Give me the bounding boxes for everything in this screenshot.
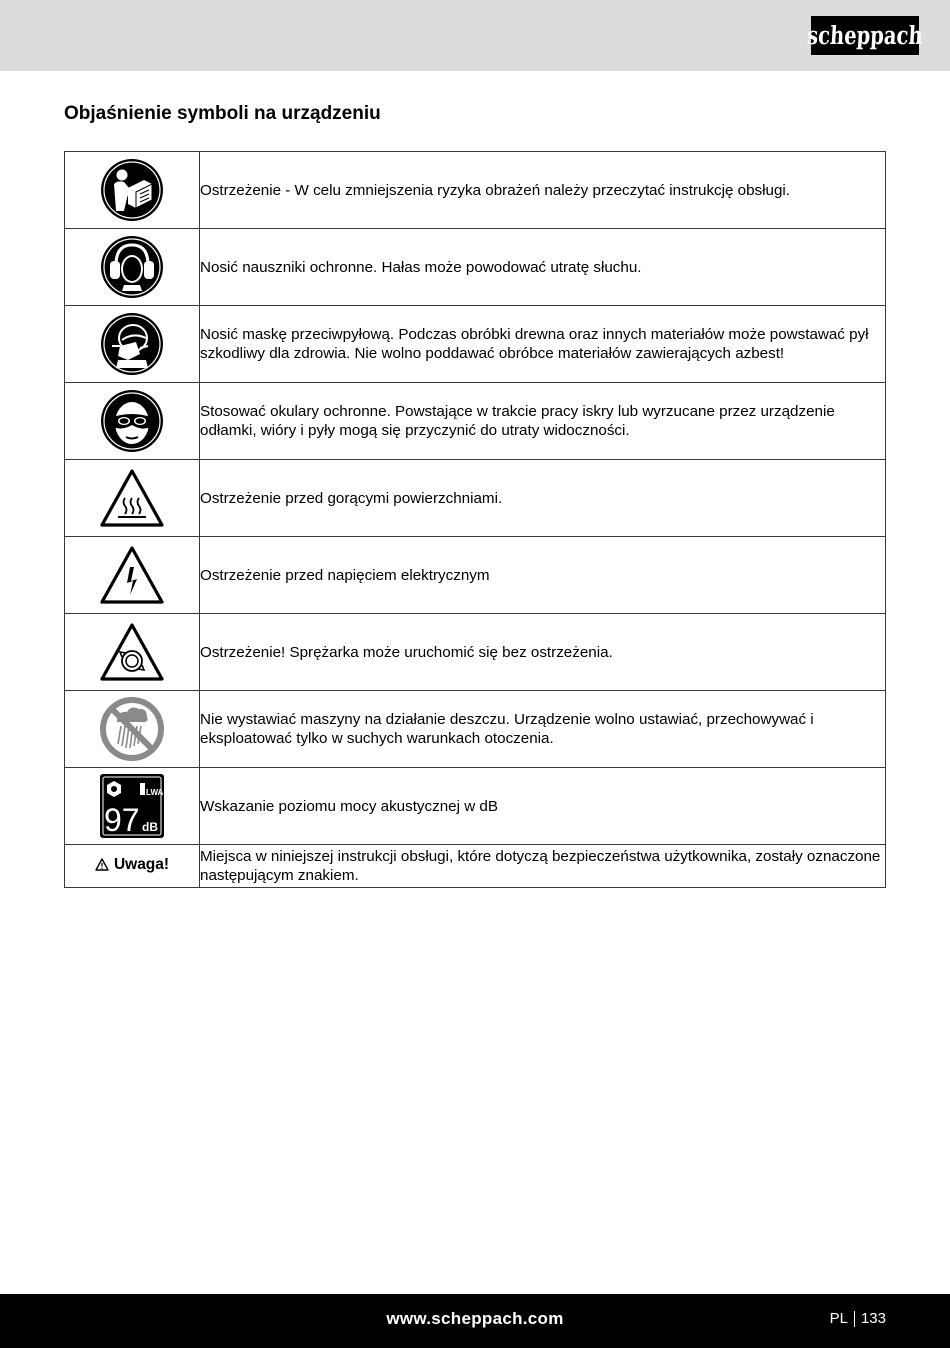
sound-power-level-icon [99, 773, 165, 839]
ear-protection-icon [100, 235, 164, 299]
symbol-description: Nosić nauszniki ochronne. Hałas może powodować utratę słuchu. [200, 229, 886, 306]
note-label [95, 856, 169, 874]
table-row [65, 306, 886, 383]
hot-surface-warning-icon [100, 468, 164, 528]
header-bar [0, 0, 950, 71]
table-row [65, 614, 886, 691]
icon-cell [65, 383, 200, 460]
icon-cell [65, 845, 200, 888]
page-title: Objaśnienie symboli na urządzeniu [64, 103, 381, 124]
symbol-description: Ostrzeżenie przed napięciem elektrycznym [200, 537, 886, 614]
no-rain-icon [99, 696, 165, 762]
sound-level-label: LWA [146, 788, 164, 797]
symbol-description: Wskazanie poziomu mocy akustycznej w dB [200, 768, 886, 845]
footer-url[interactable]: www.scheppach.com [386, 1309, 564, 1328]
note-description: Miejsca w niniejszej instrukcji obsługi, które dotyczą bezpieczeństwa użytkownika, zostały oznaczone następującym znakiem. [200, 845, 886, 888]
dust-mask-icon [100, 312, 164, 376]
symbol-description: Ostrzeżenie przed gorącymi powierzchniami. [200, 460, 886, 537]
safety-goggles-icon [100, 389, 164, 453]
table-row [65, 383, 886, 460]
table-row [65, 537, 886, 614]
table-row [65, 845, 886, 888]
icon-cell [65, 614, 200, 691]
logo-text: scheppach [806, 21, 924, 50]
automatic-start-warning-icon [100, 622, 164, 682]
icon-cell [65, 306, 200, 383]
language-code: PL [829, 1310, 848, 1327]
table-row [65, 229, 886, 306]
footer-bar [0, 1294, 950, 1348]
icon-cell [65, 460, 200, 537]
warning-triangle-icon [95, 858, 109, 871]
table-row [65, 768, 886, 845]
separator [854, 1311, 855, 1327]
icon-cell [65, 537, 200, 614]
note-label-text: Uwaga! [113, 855, 170, 873]
electric-voltage-warning-icon [100, 545, 164, 605]
page-number: 133 [860, 1310, 886, 1327]
read-manual-icon [100, 158, 164, 222]
icon-cell [65, 691, 200, 768]
table-row [65, 152, 886, 229]
sound-level-value: 97 [104, 802, 140, 838]
symbol-description: Nie wystawiać maszyny na działanie deszczu. Urządzenie wolno ustawiać, przechowywać i eksploatować tylko w suchych warunkach otoczenia. [200, 691, 886, 768]
page-indicator [830, 1310, 886, 1327]
icon-cell [65, 152, 200, 229]
scheppach-logo [806, 16, 924, 55]
table-row [65, 691, 886, 768]
symbol-description: Ostrzeżenie - W celu zmniejszenia ryzyka obrażeń należy przeczytać instrukcję obsługi. [200, 152, 886, 229]
symbol-description: Stosować okulary ochronne. Powstające w trakcie pracy iskry lub wyrzucane przez urządzenie odłamki, wióry i pyły mogą się przyczynić do utraty widoczności. [200, 383, 886, 460]
icon-cell [65, 768, 200, 845]
table-row [65, 460, 886, 537]
icon-cell [65, 229, 200, 306]
symbols-table [64, 151, 886, 888]
symbol-description: Nosić maskę przeciwpyłową. Podczas obróbki drewna oraz innych materiałów może powstawać pył szkodliwy dla zdrowia. Nie wolno poddawać obróbce materiałów zawierających azbest! [200, 306, 886, 383]
symbol-description: Ostrzeżenie! Sprężarka może uruchomić się bez ostrzeżenia. [200, 614, 886, 691]
sound-level-unit: dB [142, 820, 158, 834]
